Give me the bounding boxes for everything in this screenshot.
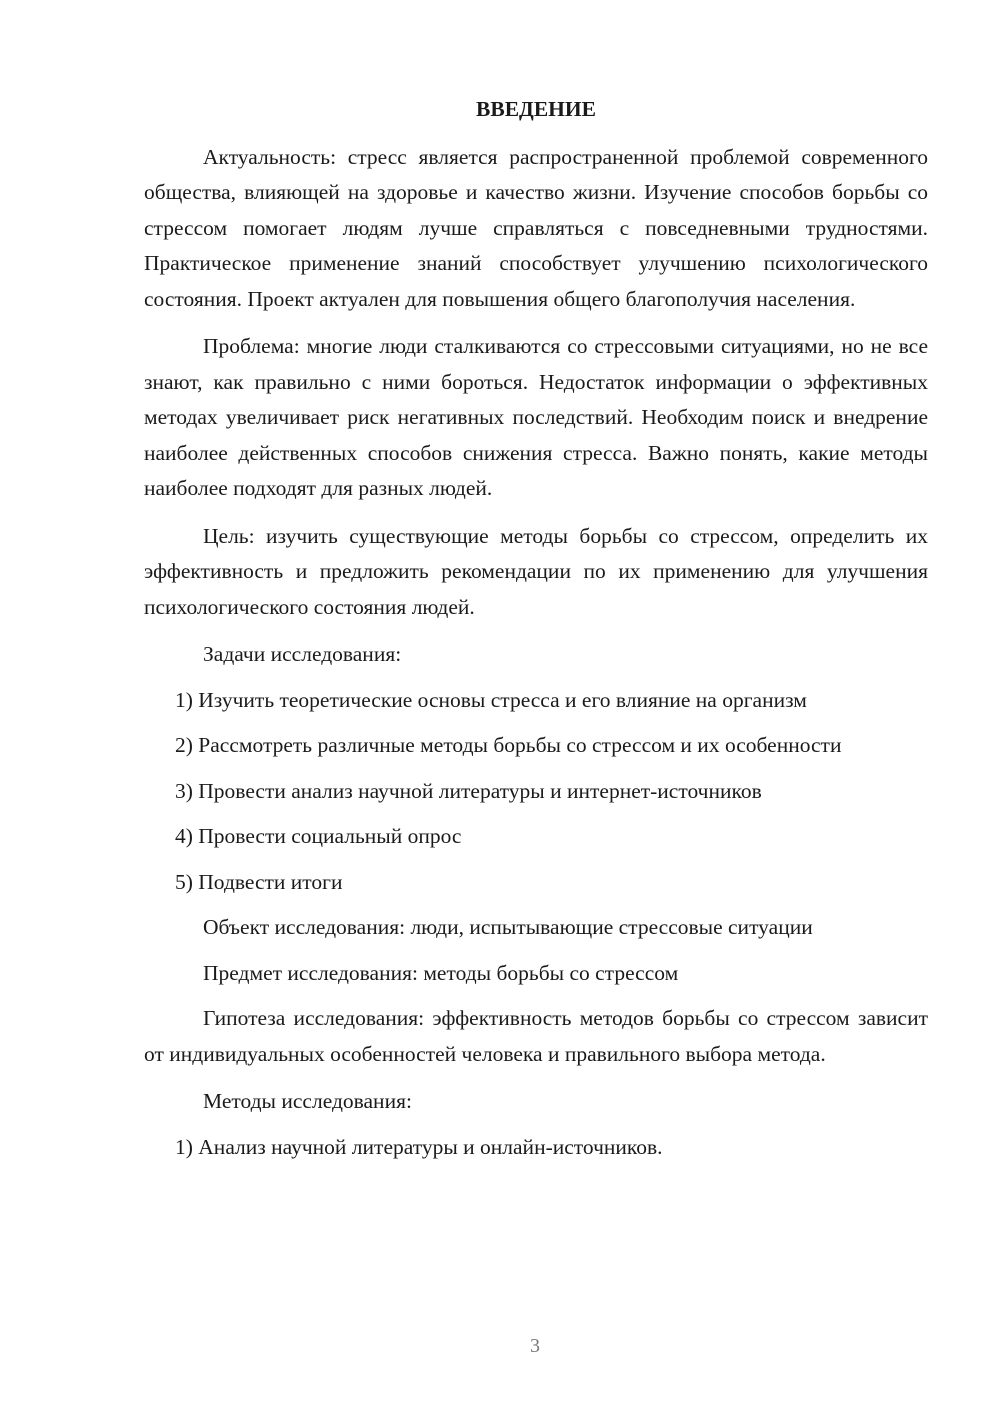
page-number: 3 <box>530 1335 540 1357</box>
problem-paragraph: Проблема: многие люди сталкиваются со стрессовыми ситуациями, но не все знают, как правильно с ними бороться. Недостаток информации о эффективных методах увеличивает риск негативных последствий. Необходим поиск и внедрение наиболее действенных способов снижения стресса. Важно понять, какие методы наиболее подходят для разных людей. <box>144 334 928 500</box>
task-item-4: 4) Провести социальный опрос <box>175 824 462 848</box>
task-item-1: 1) Изучить теоретические основы стресса и его влияние на организм <box>175 687 807 712</box>
task-item-5: 5) Подвести итоги <box>175 869 343 894</box>
goal-paragraph: Цель: изучить существующие методы борьбы со стрессом, определить их эффективность и предложить рекомендации по их применению для улучшения психологического состояния людей. <box>144 523 928 619</box>
task-item-3: 3) Провести анализ научной литературы и интернет-источников <box>175 778 762 803</box>
task-item-2: 2) Рассмотреть различные методы борьбы со стрессом и их особенности <box>175 733 842 757</box>
research-subject: Предмет исследования: методы борьбы со стрессом <box>203 960 679 985</box>
page-content <box>144 92 928 1175</box>
hypothesis-paragraph: Гипотеза исследования: эффективность методов борьбы со стрессом зависит от индивидуальных особенностей человека и правильного выбора метода. <box>144 1006 928 1066</box>
research-object: Объект исследования: люди, испытывающие стрессовые ситуации <box>203 915 813 939</box>
method-item-1: 1) Анализ научной литературы и онлайн-источников. <box>175 1134 663 1159</box>
tasks-heading: Задачи исследования: <box>203 642 402 666</box>
relevance-paragraph: Актуальность: стресс является распространенной проблемой современного общества, влияющей на здоровье и качество жизни. Изучение способов борьбы со стрессом помогает людям лучше справляться с повседневными трудностями. Практическое применение знаний способствует улучшению психологического состояния. Проект актуален для повышения общего благополучия населения. <box>144 144 928 311</box>
page-title: ВВЕДЕНИЕ <box>476 97 596 121</box>
methods-heading: Методы исследования: <box>203 1089 412 1113</box>
